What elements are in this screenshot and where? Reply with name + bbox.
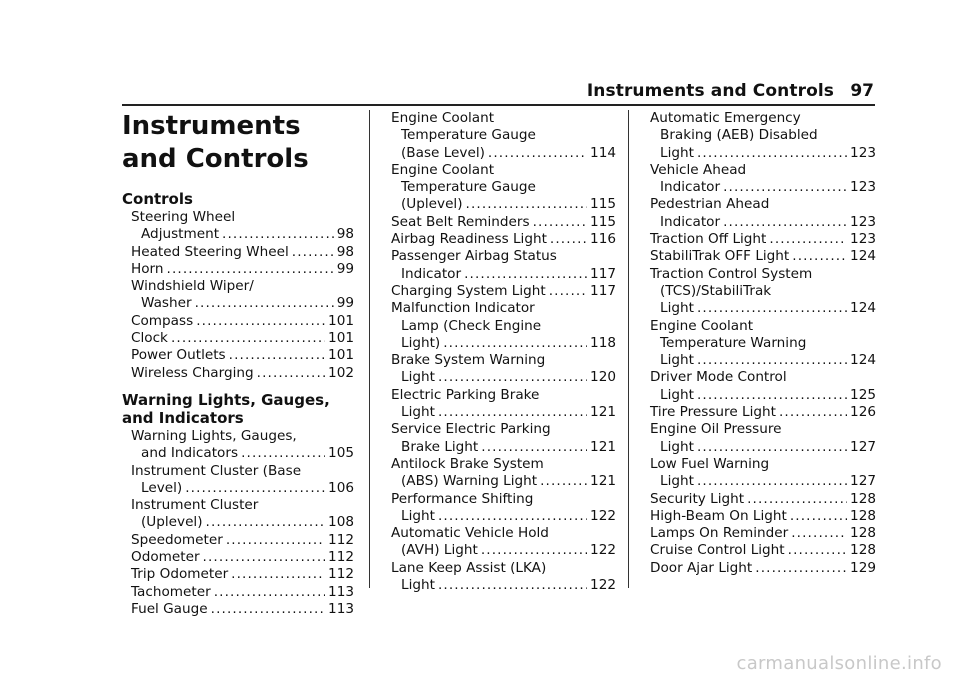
leader-dots [185, 480, 325, 497]
toc-entry-page: 127 [850, 473, 876, 490]
page-number: 97 [850, 81, 874, 101]
leader-dots [292, 244, 334, 261]
toc-entry-label: Clock [131, 330, 168, 347]
toc-entry-label: Light [401, 369, 435, 386]
toc-entry-label: Vehicle Ahead [650, 161, 747, 178]
leader-dots [206, 514, 326, 531]
toc-entry-page: 123 [850, 179, 876, 196]
toc-entry-label: Lane Keep Assist (LKA) [391, 559, 547, 576]
leader-dots [723, 214, 847, 231]
toc-entry[interactable] [650, 196, 876, 231]
toc-entry-label: Automatic Vehicle Hold [391, 525, 549, 542]
toc-entry-page: 106 [328, 479, 354, 496]
toc-entry-page: 122 [590, 507, 616, 524]
leader-dots [747, 491, 847, 508]
toc-entry-label: Adjustment [141, 226, 220, 243]
toc-entry[interactable] [131, 278, 354, 313]
toc-entry-label: Instrument Cluster [131, 497, 259, 514]
leader-dots [755, 560, 847, 577]
toc-entry[interactable] [650, 318, 876, 370]
toc-entry-label: Light [660, 144, 694, 161]
toc-entry-page: 98 [336, 226, 354, 243]
toc-entry-label: Compass [131, 312, 194, 329]
toc-entry-label: Light [401, 507, 435, 524]
toc-entry[interactable] [650, 508, 876, 525]
toc-entry-page: 124 [850, 352, 876, 369]
toc-entry-label: Tachometer [131, 583, 211, 600]
leader-dots [697, 473, 847, 490]
toc-entry[interactable] [131, 209, 354, 244]
toc-entry-label: (ABS) Warning Light [401, 473, 538, 490]
toc-entry-label: and Indicators [141, 445, 239, 462]
toc-entry-page: 116 [590, 231, 616, 248]
leader-dots [697, 145, 847, 162]
leader-dots [195, 295, 334, 312]
toc-entry-page: 101 [328, 312, 354, 329]
toc-entry-label: Engine Oil Pressure [650, 421, 782, 438]
toc-column-2 [391, 110, 616, 594]
leader-dots [488, 145, 587, 162]
toc-entry-page: 121 [590, 438, 616, 455]
toc-entry-label: Speedometer [131, 531, 223, 548]
toc-entry[interactable] [650, 421, 876, 456]
toc-entry-label: (Base Level) [401, 144, 485, 161]
toc-entry-label: Charging System Light [391, 282, 546, 299]
toc-column-1 [122, 110, 354, 618]
toc-entry[interactable] [131, 497, 354, 532]
toc-entry[interactable] [131, 330, 354, 347]
toc-entry-label: Braking (AEB) Disabled [660, 127, 818, 144]
leader-dots [792, 248, 847, 265]
toc-entry-label: Tire Pressure Light [650, 404, 776, 421]
toc-entry[interactable] [650, 525, 876, 542]
toc-entry-label: Lamps On Reminder [650, 525, 789, 542]
toc-entry-page: 118 [590, 334, 616, 351]
toc-column-3 [650, 110, 876, 577]
leader-dots [438, 577, 587, 594]
toc-entry-label: Malfunction Indicator [391, 300, 535, 317]
toc-entry-label: Temperature Gauge [401, 179, 536, 196]
toc-entry-page: 128 [850, 490, 876, 507]
toc-entry-page: 113 [328, 583, 354, 600]
toc-entry-label: Trip Odometer [131, 566, 229, 583]
leader-dots [697, 352, 847, 369]
toc-entry-label: Wireless Charging [131, 364, 254, 381]
leader-dots [791, 525, 847, 542]
toc-entry-label: High-Beam On Light [650, 507, 787, 524]
toc-entry-label: Warning Lights, Gauges, [131, 427, 297, 444]
toc-entry-label: Level) [141, 479, 183, 496]
leader-dots [229, 347, 325, 364]
leader-dots [481, 439, 587, 456]
toc-entry-page: 99 [336, 295, 354, 312]
leader-dots [549, 283, 587, 300]
leader-dots [697, 300, 847, 317]
toc-entry[interactable] [650, 491, 876, 508]
toc-entry[interactable] [391, 352, 616, 387]
toc-entry-label: Temperature Gauge [401, 127, 536, 144]
toc-entry-page: 121 [590, 404, 616, 421]
toc-entry-label: Engine Coolant [391, 110, 495, 126]
leader-dots [466, 196, 588, 213]
toc-entry-label: Electric Parking Brake [391, 386, 540, 403]
toc-entry-label: Seat Belt Reminders [391, 213, 530, 230]
header-rule [122, 104, 875, 106]
leader-dots [481, 542, 587, 559]
toc-entry-label: Security Light [650, 490, 745, 507]
toc-entry-label: StabiliTrak OFF Light [650, 248, 790, 265]
leader-dots [723, 179, 847, 196]
toc-entry-page: 121 [590, 473, 616, 490]
toc-entry-label: Temperature Warning [660, 334, 807, 351]
leader-dots [533, 214, 587, 231]
toc-entry-page: 99 [336, 260, 354, 277]
toc-entry-label: Cruise Control Light [650, 542, 785, 559]
toc-entry-page: 112 [328, 566, 354, 583]
leader-dots [697, 387, 847, 404]
toc-entry[interactable] [391, 421, 616, 456]
toc-entry[interactable] [131, 313, 354, 330]
toc-entry-label: Indicator [660, 213, 721, 230]
toc-entry[interactable] [391, 300, 616, 352]
toc-entry-label: Light [660, 300, 694, 317]
toc-entry[interactable] [131, 601, 354, 618]
toc-entry-label: Light [401, 404, 435, 421]
toc-entry-page: 129 [850, 559, 876, 576]
section-heading-controls: Controls [122, 190, 193, 208]
leader-dots [550, 231, 587, 248]
leader-dots [697, 439, 847, 456]
toc-entry-label: Steering Wheel [131, 209, 236, 225]
toc-entry[interactable] [391, 110, 616, 162]
toc-entry[interactable] [391, 525, 616, 560]
toc-entry-page: 101 [328, 347, 354, 364]
toc-entry-page: 128 [850, 525, 876, 542]
leader-dots [171, 330, 325, 347]
toc-entry[interactable] [650, 560, 876, 577]
toc-entry[interactable] [391, 231, 616, 248]
toc-entry-label: Washer [141, 295, 192, 312]
leader-dots [196, 313, 325, 330]
leader-dots [788, 542, 847, 559]
toc-entry-label: Instrument Cluster (Base [131, 462, 302, 479]
toc-entry-page: 120 [590, 369, 616, 386]
toc-entry-label: Horn [131, 260, 164, 277]
chapter-title: Instruments and Controls [122, 111, 309, 174]
leader-dots [226, 532, 325, 549]
toc-entry-label: (Uplevel) [141, 514, 203, 531]
toc-entry-label: Heated Steering Wheel [131, 243, 289, 260]
leader-dots [438, 404, 587, 421]
toc-entry-label: Lamp (Check Engine [401, 317, 542, 334]
toc-entry-page: 115 [590, 196, 616, 213]
toc-entry[interactable] [391, 214, 616, 231]
toc-entry-label: Performance Shifting [391, 490, 534, 507]
leader-dots [779, 404, 847, 421]
toc-entry[interactable] [650, 110, 876, 162]
leader-dots [241, 445, 325, 462]
leader-dots [222, 226, 334, 243]
toc-entry[interactable] [131, 463, 354, 498]
toc-entry[interactable] [650, 369, 876, 404]
toc-entry[interactable] [650, 162, 876, 197]
toc-entry-label: Traction Off Light [650, 231, 767, 248]
toc-entry-page: 112 [328, 531, 354, 548]
toc-entry-page: 122 [590, 577, 616, 594]
leader-dots [167, 261, 334, 278]
toc-entry-label: Low Fuel Warning [650, 455, 770, 472]
section-heading-warning-lights: Warning Lights, Gauges, and Indicators [122, 390, 330, 427]
toc-entry[interactable] [650, 248, 876, 265]
leader-dots [790, 508, 847, 525]
toc-entry[interactable] [391, 491, 616, 526]
leader-dots [438, 369, 587, 386]
toc-entry-label: Airbag Readiness Light [391, 231, 547, 248]
toc-entry-label: Windshield Wiper/ [131, 278, 254, 295]
toc-entry-page: 124 [850, 248, 876, 265]
toc-entry-label: Pedestrian Ahead [650, 196, 770, 213]
toc-entry-label: Indicator [401, 265, 462, 282]
toc-entry-label: Light [660, 352, 694, 369]
running-header-title: Instruments and Controls [586, 81, 834, 101]
toc-entry-page: 127 [850, 438, 876, 455]
toc-entry-label: Brake System Warning [391, 352, 546, 369]
toc-entry[interactable] [391, 248, 616, 283]
leader-dots [214, 584, 325, 601]
toc-entry[interactable] [650, 404, 876, 421]
toc-entry[interactable] [650, 542, 876, 559]
toc-entry-label: (Uplevel) [401, 196, 463, 213]
toc-entry-label: (AVH) Light [401, 542, 478, 559]
toc-entry-page: 98 [336, 243, 354, 260]
column-divider [628, 110, 629, 588]
toc-entry-label: Power Outlets [131, 347, 226, 364]
toc-entry[interactable] [650, 456, 876, 491]
toc-entry[interactable] [391, 283, 616, 300]
toc-entry-page: 101 [328, 330, 354, 347]
toc-entry-page: 117 [590, 265, 616, 282]
toc-entry-page: 114 [590, 144, 616, 161]
toc-entry-label: Traction Control System [650, 265, 813, 282]
toc-entry[interactable] [131, 584, 354, 601]
toc-entry-page: 123 [850, 231, 876, 248]
toc-entry-label: Light [660, 438, 694, 455]
toc-entry-label: Service Electric Parking [391, 421, 551, 438]
toc-entry-page: 112 [328, 549, 354, 566]
toc-entry[interactable] [391, 162, 616, 214]
toc-entry[interactable] [131, 566, 354, 583]
toc-entry-page: 105 [328, 445, 354, 462]
toc-entry[interactable] [131, 532, 354, 549]
toc-entry-page: 113 [328, 600, 354, 617]
watermark: carmanualsonline.info [736, 653, 942, 674]
leader-dots [257, 365, 325, 382]
toc-entry-page: 128 [850, 542, 876, 559]
toc-entry-label: Antilock Brake System [391, 455, 544, 472]
toc-entry-page: 123 [850, 144, 876, 161]
leader-dots [231, 566, 325, 583]
toc-entry-label: Driver Mode Control [650, 369, 787, 386]
toc-entry-label: Engine Coolant [650, 317, 754, 334]
toc-entry-page: 122 [590, 542, 616, 559]
toc-entry-label: Light [660, 473, 694, 490]
toc-entry-label: Indicator [660, 179, 721, 196]
toc-entry-page: 124 [850, 300, 876, 317]
leader-dots [203, 549, 326, 566]
column-divider [369, 110, 370, 588]
toc-entry-page: 115 [590, 213, 616, 230]
toc-entry[interactable] [131, 365, 354, 382]
toc-entry[interactable] [131, 261, 354, 278]
toc-entry[interactable] [391, 387, 616, 422]
toc-entry-label: (TCS)/StabiliTrak [660, 282, 772, 299]
leader-dots [540, 473, 587, 490]
toc-entry-page: 128 [850, 507, 876, 524]
toc-entry-page: 108 [328, 514, 354, 531]
toc-entry[interactable] [131, 428, 354, 463]
toc-entry-page: 126 [850, 404, 876, 421]
toc-entry-page: 123 [850, 213, 876, 230]
toc-entry-label: Fuel Gauge [131, 600, 208, 617]
toc-entry[interactable] [391, 560, 616, 595]
toc-entry[interactable] [650, 231, 876, 248]
toc-entry-label: Odometer [131, 549, 200, 566]
toc-entry-label: Engine Coolant [391, 161, 495, 178]
leader-dots [438, 508, 587, 525]
toc-entry-page: 102 [328, 364, 354, 381]
toc-entry[interactable] [131, 549, 354, 566]
toc-entry-label: Light) [401, 334, 441, 351]
leader-dots [211, 601, 325, 618]
toc-entry-page: 117 [590, 282, 616, 299]
toc-entry-label: Passenger Airbag Status [391, 248, 557, 265]
toc-entry-page: 125 [850, 386, 876, 403]
toc-entry-label: Automatic Emergency [650, 110, 801, 126]
leader-dots [769, 231, 847, 248]
toc-entry[interactable] [391, 456, 616, 491]
toc-entry[interactable] [131, 347, 354, 364]
leader-dots [443, 335, 587, 352]
toc-entry-label: Door Ajar Light [650, 559, 753, 576]
toc-entry-label: Light [401, 577, 435, 594]
leader-dots [464, 266, 587, 283]
toc-entry-label: Brake Light [401, 438, 479, 455]
toc-entry[interactable] [650, 266, 876, 318]
toc-entry-label: Light [660, 386, 694, 403]
toc-entry[interactable] [131, 244, 354, 261]
